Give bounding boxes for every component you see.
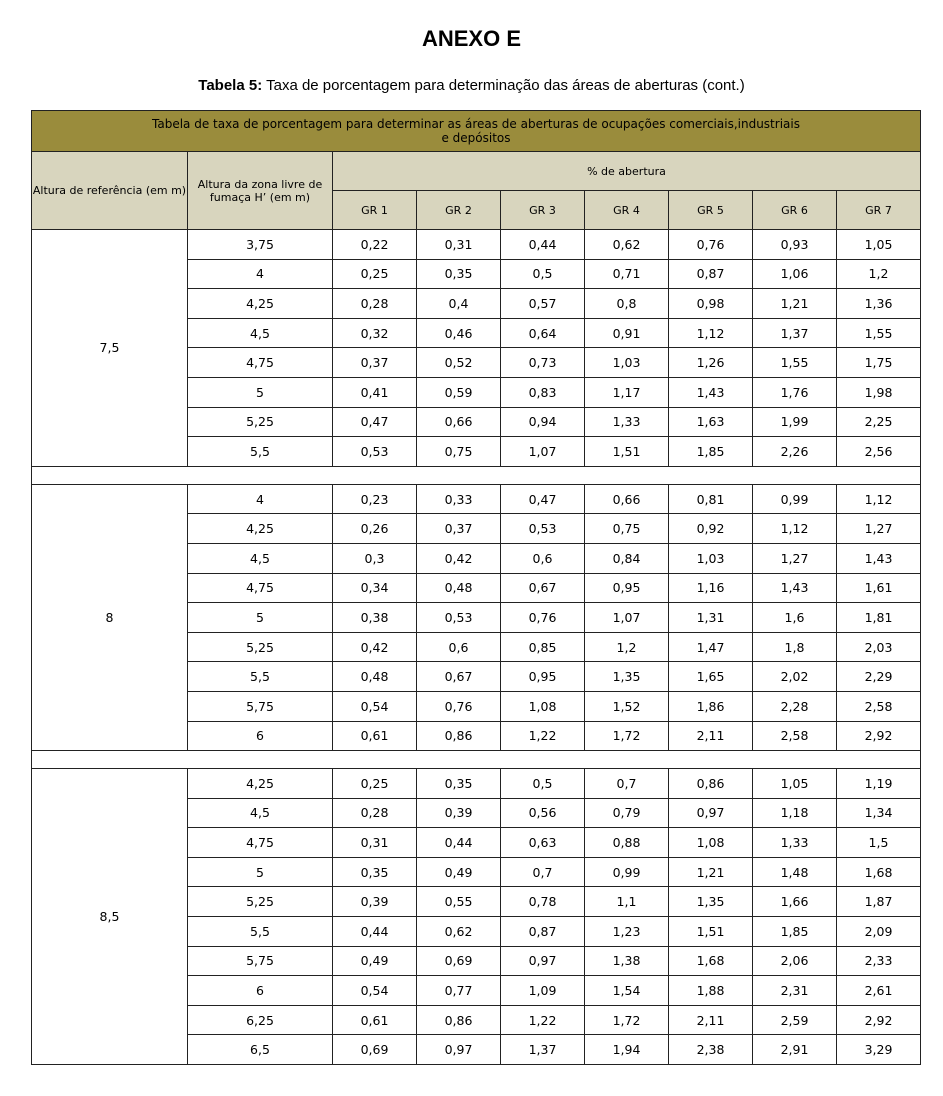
opening-rate-cell: 1,68	[837, 857, 921, 887]
opening-rate-cell: 1,37	[753, 318, 837, 348]
opening-rate-cell: 1,33	[585, 407, 669, 437]
opening-rate-cell: 1,27	[837, 514, 921, 544]
smoke-free-height-cell: 4,25	[188, 769, 333, 799]
opening-rate-cell: 1,16	[669, 573, 753, 603]
opening-rate-cell: 2,09	[837, 917, 921, 947]
opening-rate-cell: 2,59	[753, 1005, 837, 1035]
opening-rate-cell: 0,42	[333, 632, 417, 662]
opening-rate-cell: 0,94	[501, 407, 585, 437]
opening-rate-cell: 1,51	[585, 437, 669, 467]
opening-rate-cell: 0,61	[333, 721, 417, 751]
opening-rate-cell: 0,5	[501, 769, 585, 799]
opening-rate-cell: 0,49	[417, 857, 501, 887]
opening-rate-cell: 0,41	[333, 377, 417, 407]
smoke-free-height-cell: 5	[188, 857, 333, 887]
opening-rate-cell: 1,08	[669, 828, 753, 858]
opening-rate-cell: 0,76	[669, 230, 753, 260]
opening-rate-cell: 1,43	[669, 377, 753, 407]
smoke-free-height-cell: 4,75	[188, 348, 333, 378]
opening-rate-cell: 0,78	[501, 887, 585, 917]
opening-rate-cell: 0,55	[417, 887, 501, 917]
smoke-free-height-cell: 5	[188, 603, 333, 633]
opening-rate-cell: 1,54	[585, 976, 669, 1006]
opening-rate-cell: 1,08	[501, 691, 585, 721]
opening-rate-cell: 0,54	[333, 976, 417, 1006]
opening-rate-cell: 1,31	[669, 603, 753, 633]
table-title-line2: e depósitos	[441, 131, 511, 145]
smoke-free-height-cell: 4,25	[188, 514, 333, 544]
smoke-free-height-cell: 6	[188, 721, 333, 751]
opening-rate-cell: 1,81	[837, 603, 921, 633]
opening-rate-cell: 0,42	[417, 543, 501, 573]
opening-rate-cell: 1,72	[585, 721, 669, 751]
opening-rate-cell: 0,67	[417, 662, 501, 692]
opening-rate-cell: 3,29	[837, 1035, 921, 1065]
opening-rate-cell: 1,26	[669, 348, 753, 378]
opening-rate-cell: 0,44	[417, 828, 501, 858]
opening-rate-cell: 2,33	[837, 946, 921, 976]
opening-rate-cell: 0,63	[501, 828, 585, 858]
opening-rate-cell: 2,28	[753, 691, 837, 721]
opening-rate-cell: 0,99	[585, 857, 669, 887]
header-group-7: GR 7	[837, 191, 921, 230]
opening-rate-cell: 1,34	[837, 798, 921, 828]
opening-rate-cell: 0,35	[417, 769, 501, 799]
header-group-5: GR 5	[669, 191, 753, 230]
opening-rate-cell: 0,5	[501, 259, 585, 289]
opening-rate-cell: 0,28	[333, 289, 417, 319]
opening-rate-cell: 0,6	[417, 632, 501, 662]
opening-rate-cell: 0,31	[333, 828, 417, 858]
smoke-free-height-cell: 4	[188, 484, 333, 514]
opening-rate-cell: 0,69	[417, 946, 501, 976]
opening-rate-cell: 2,31	[753, 976, 837, 1006]
opening-rate-cell: 0,48	[333, 662, 417, 692]
smoke-free-height-cell: 4,5	[188, 798, 333, 828]
opening-rate-cell: 0,28	[333, 798, 417, 828]
opening-rate-cell: 1,85	[669, 437, 753, 467]
smoke-free-height-cell: 5,5	[188, 917, 333, 947]
smoke-free-height-cell: 5,25	[188, 407, 333, 437]
opening-rate-cell: 0,97	[501, 946, 585, 976]
opening-rate-cell: 0,92	[669, 514, 753, 544]
opening-rate-cell: 0,54	[333, 691, 417, 721]
opening-rate-cell: 0,87	[669, 259, 753, 289]
opening-rate-cell: 0,86	[669, 769, 753, 799]
opening-rate-cell: 2,61	[837, 976, 921, 1006]
opening-rate-cell: 2,26	[753, 437, 837, 467]
opening-rate-cell: 0,71	[585, 259, 669, 289]
opening-rate-cell: 0,77	[417, 976, 501, 1006]
smoke-free-height-cell: 4,25	[188, 289, 333, 319]
smoke-free-height-cell: 4,5	[188, 318, 333, 348]
opening-rate-cell: 0,88	[585, 828, 669, 858]
opening-rate-cell: 0,3	[333, 543, 417, 573]
opening-rate-cell: 0,67	[501, 573, 585, 603]
opening-rate-cell: 1,12	[753, 514, 837, 544]
opening-rate-cell: 0,38	[333, 603, 417, 633]
caption-text: Taxa de porcentagem para determinação das áreas de aberturas (cont.)	[262, 77, 745, 94]
opening-rate-cell: 2,11	[669, 1005, 753, 1035]
opening-rate-cell: 2,06	[753, 946, 837, 976]
smoke-free-height-cell: 4,75	[188, 828, 333, 858]
opening-rate-cell: 0,66	[417, 407, 501, 437]
opening-rate-cell: 0,95	[501, 662, 585, 692]
separator-cell	[32, 751, 921, 769]
opening-rate-cell: 0,59	[417, 377, 501, 407]
section-separator	[32, 466, 921, 484]
opening-rate-cell: 1,87	[837, 887, 921, 917]
opening-rate-cell: 1,61	[837, 573, 921, 603]
opening-rate-cell: 2,29	[837, 662, 921, 692]
opening-rate-cell: 1,98	[837, 377, 921, 407]
opening-rate-cell: 0,44	[501, 230, 585, 260]
header-group-4: GR 4	[585, 191, 669, 230]
opening-rate-cell: 1,22	[501, 721, 585, 751]
opening-rate-cell: 0,39	[333, 887, 417, 917]
opening-rate-cell: 0,53	[501, 514, 585, 544]
smoke-free-height-cell: 4,5	[188, 543, 333, 573]
opening-rate-cell: 1,68	[669, 946, 753, 976]
opening-rate-cell: 0,35	[417, 259, 501, 289]
opening-rate-cell: 0,52	[417, 348, 501, 378]
opening-rate-cell: 1,6	[753, 603, 837, 633]
opening-rate-cell: 0,76	[501, 603, 585, 633]
opening-rate-cell: 1,63	[669, 407, 753, 437]
opening-rate-cell: 0,32	[333, 318, 417, 348]
opening-rate-cell: 0,69	[333, 1035, 417, 1065]
table-title-line1: Tabela de taxa de porcentagem para determinar as áreas de aberturas de ocupações comerciais,industriais	[152, 117, 800, 131]
opening-rate-cell: 2,92	[837, 1005, 921, 1035]
opening-rate-cell: 1,75	[837, 348, 921, 378]
smoke-free-height-cell: 5,75	[188, 946, 333, 976]
opening-rate-cell: 0,66	[585, 484, 669, 514]
opening-rate-cell: 0,79	[585, 798, 669, 828]
opening-rate-cell: 0,33	[417, 484, 501, 514]
opening-rate-cell: 0,61	[333, 1005, 417, 1035]
opening-rate-cell: 0,7	[501, 857, 585, 887]
opening-rate-cell: 1,55	[753, 348, 837, 378]
opening-rate-cell: 1,09	[501, 976, 585, 1006]
reference-height-cell: 8	[32, 484, 188, 750]
opening-rate-cell: 1,72	[585, 1005, 669, 1035]
opening-rate-cell: 2,25	[837, 407, 921, 437]
opening-rate-cell: 1,2	[585, 632, 669, 662]
header-group-6: GR 6	[753, 191, 837, 230]
smoke-free-height-cell: 3,75	[188, 230, 333, 260]
opening-rate-cell: 1,33	[753, 828, 837, 858]
header-group-1: GR 1	[333, 191, 417, 230]
opening-rate-cell: 1,37	[501, 1035, 585, 1065]
reference-height-cell: 8,5	[32, 769, 188, 1065]
opening-rate-cell: 1,88	[669, 976, 753, 1006]
opening-rate-cell: 0,8	[585, 289, 669, 319]
opening-rate-cell: 1,19	[837, 769, 921, 799]
opening-rate-cell: 1,17	[585, 377, 669, 407]
opening-rate-cell: 1,22	[501, 1005, 585, 1035]
table-row	[32, 484, 921, 514]
opening-rate-cell: 0,62	[417, 917, 501, 947]
smoke-free-height-cell: 5,5	[188, 437, 333, 467]
section-separator	[32, 751, 921, 769]
opening-rate-cell: 1,76	[753, 377, 837, 407]
opening-rate-cell: 1,21	[753, 289, 837, 319]
opening-rate-cell: 0,81	[669, 484, 753, 514]
opening-rate-cell: 1,03	[669, 543, 753, 573]
opening-rate-cell: 2,11	[669, 721, 753, 751]
opening-rate-cell: 1,51	[669, 917, 753, 947]
opening-rate-cell: 1,85	[753, 917, 837, 947]
opening-rate-cell: 1,2	[837, 259, 921, 289]
opening-rate-cell: 1,94	[585, 1035, 669, 1065]
smoke-free-height-cell: 4	[188, 259, 333, 289]
opening-rate-cell: 1,66	[753, 887, 837, 917]
opening-rate-cell: 0,25	[333, 259, 417, 289]
opening-rate-cell: 1,07	[585, 603, 669, 633]
opening-rate-cell: 1,23	[585, 917, 669, 947]
smoke-free-height-cell: 6	[188, 976, 333, 1006]
opening-rate-cell: 1,03	[585, 348, 669, 378]
opening-rate-cell: 1,35	[669, 887, 753, 917]
opening-rate-cell: 2,58	[753, 721, 837, 751]
opening-rate-cell: 0,37	[417, 514, 501, 544]
header-reference-height: Altura de referência (em m)	[32, 152, 188, 230]
opening-rate-cell: 1,27	[753, 543, 837, 573]
smoke-free-height-cell: 5	[188, 377, 333, 407]
opening-rate-cell: 0,87	[501, 917, 585, 947]
opening-rate-cell: 0,47	[501, 484, 585, 514]
opening-rate-cell: 2,58	[837, 691, 921, 721]
opening-rate-cell: 1,35	[585, 662, 669, 692]
table-caption	[0, 77, 943, 94]
opening-rate-cell: 1,06	[753, 259, 837, 289]
opening-rate-cell: 1,55	[837, 318, 921, 348]
opening-rate-cell: 2,56	[837, 437, 921, 467]
opening-rate-cell: 0,4	[417, 289, 501, 319]
header-group-3: GR 3	[501, 191, 585, 230]
opening-rate-cell: 0,91	[585, 318, 669, 348]
opening-rate-cell: 1,8	[753, 632, 837, 662]
opening-rate-cell: 0,83	[501, 377, 585, 407]
table-row	[32, 769, 921, 799]
smoke-free-height-cell: 6,5	[188, 1035, 333, 1065]
opening-rate-cell: 1,12	[669, 318, 753, 348]
opening-rate-cell: 0,49	[333, 946, 417, 976]
opening-rate-cell: 2,02	[753, 662, 837, 692]
opening-rate-cell: 0,75	[585, 514, 669, 544]
header-group-2: GR 2	[417, 191, 501, 230]
opening-rate-cell: 0,46	[417, 318, 501, 348]
opening-rate-cell: 0,57	[501, 289, 585, 319]
smoke-free-height-cell: 5,5	[188, 662, 333, 692]
opening-rate-cell: 0,26	[333, 514, 417, 544]
opening-rate-cell: 1,47	[669, 632, 753, 662]
opening-rate-cell: 1,99	[753, 407, 837, 437]
opening-rate-cell: 0,35	[333, 857, 417, 887]
opening-rate-cell: 0,62	[585, 230, 669, 260]
separator-cell	[32, 466, 921, 484]
opening-rate-cell: 0,48	[417, 573, 501, 603]
opening-rate-cell: 1,21	[669, 857, 753, 887]
smoke-free-height-cell: 5,75	[188, 691, 333, 721]
opening-rate-cell: 1,12	[837, 484, 921, 514]
table-body	[32, 230, 921, 1065]
opening-rate-cell: 0,6	[501, 543, 585, 573]
opening-rate-cell: 0,22	[333, 230, 417, 260]
opening-rate-cell: 0,93	[753, 230, 837, 260]
opening-rate-cell: 1,38	[585, 946, 669, 976]
opening-rate-cell: 0,7	[585, 769, 669, 799]
opening-rate-cell: 1,86	[669, 691, 753, 721]
smoke-free-height-cell: 6,25	[188, 1005, 333, 1035]
opening-rate-cell: 0,39	[417, 798, 501, 828]
opening-rate-cell: 0,53	[333, 437, 417, 467]
opening-rate-cell: 0,99	[753, 484, 837, 514]
opening-rate-cell: 1,65	[669, 662, 753, 692]
opening-rate-cell: 0,97	[669, 798, 753, 828]
opening-rate-cell: 1,05	[837, 230, 921, 260]
table-row	[32, 230, 921, 260]
opening-rate-cell: 0,97	[417, 1035, 501, 1065]
opening-rate-cell: 0,98	[669, 289, 753, 319]
opening-rate-cell: 0,73	[501, 348, 585, 378]
opening-rate-cell: 1,1	[585, 887, 669, 917]
opening-rate-cell: 0,86	[417, 721, 501, 751]
opening-rate-cell: 0,56	[501, 798, 585, 828]
opening-rate-cell: 1,48	[753, 857, 837, 887]
opening-rate-cell: 2,03	[837, 632, 921, 662]
opening-rate-cell: 0,76	[417, 691, 501, 721]
opening-rate-cell: 1,43	[837, 543, 921, 573]
opening-rate-cell: 0,85	[501, 632, 585, 662]
opening-rate-cell: 2,91	[753, 1035, 837, 1065]
opening-rate-cell: 1,07	[501, 437, 585, 467]
opening-rate-cell: 0,37	[333, 348, 417, 378]
opening-rate-cell: 2,92	[837, 721, 921, 751]
smoke-free-height-cell: 5,25	[188, 632, 333, 662]
opening-rate-cell: 0,23	[333, 484, 417, 514]
opening-rate-cell: 0,34	[333, 573, 417, 603]
opening-rate-cell: 0,95	[585, 573, 669, 603]
opening-rate-cell: 1,52	[585, 691, 669, 721]
opening-rate-cell: 1,43	[753, 573, 837, 603]
opening-rate-cell: 0,47	[333, 407, 417, 437]
opening-rate-cell: 0,64	[501, 318, 585, 348]
table-title	[32, 111, 921, 152]
smoke-free-height-cell: 4,75	[188, 573, 333, 603]
caption-label: Tabela 5:	[198, 77, 263, 94]
opening-rate-cell: 1,05	[753, 769, 837, 799]
opening-rate-cell: 0,75	[417, 437, 501, 467]
opening-rate-table	[31, 110, 921, 1065]
opening-rate-cell: 0,44	[333, 917, 417, 947]
smoke-free-height-cell: 5,25	[188, 887, 333, 917]
opening-rate-cell: 0,53	[417, 603, 501, 633]
opening-rate-cell: 1,18	[753, 798, 837, 828]
opening-rate-cell: 0,31	[417, 230, 501, 260]
header-smoke-free-zone-height: Altura da zona livre de fumaça H’ (em m)	[188, 152, 333, 230]
header-opening-percentage: % de abertura	[333, 152, 921, 191]
opening-rate-cell: 0,86	[417, 1005, 501, 1035]
opening-rate-cell: 0,84	[585, 543, 669, 573]
reference-height-cell: 7,5	[32, 230, 188, 467]
opening-rate-cell: 1,5	[837, 828, 921, 858]
opening-rate-cell: 1,36	[837, 289, 921, 319]
opening-rate-cell: 0,25	[333, 769, 417, 799]
opening-rate-cell: 2,38	[669, 1035, 753, 1065]
annex-title: ANEXO E	[421, 26, 522, 51]
